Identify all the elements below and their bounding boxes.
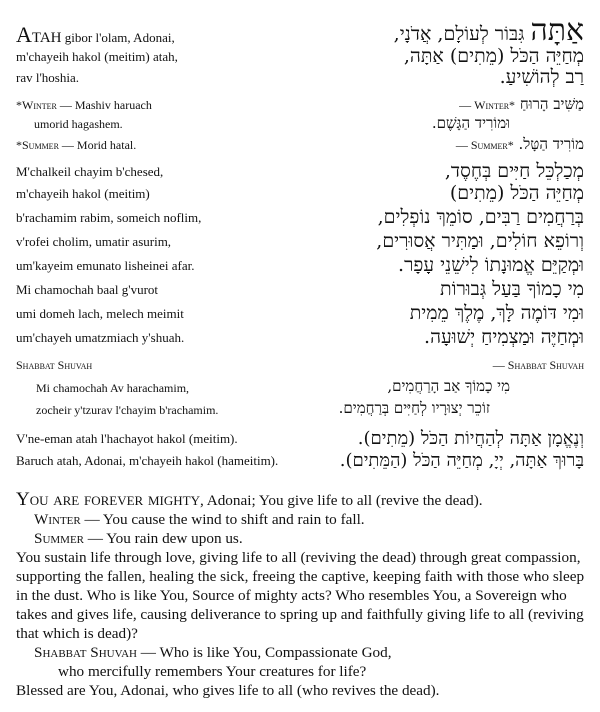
translation-winter	[16, 510, 588, 529]
shuvah-hebrew-label: — Shabbat Shuvah	[492, 358, 584, 372]
opening-rest: gibor l'olam, Adonai,	[61, 30, 175, 45]
winter-text: Mashiv haruach	[71, 98, 152, 112]
gevurot-hebrew: וּמְקַיֵּם אֱמוּנָתוֹ לִישֵׁנֵי עָפָר.	[398, 254, 584, 276]
line-hebrew: רַב לְהוֹשִׁיעַ.	[499, 66, 584, 88]
summer-text: Morid hatal.	[73, 138, 137, 152]
shuvah-transliteration-2: zocheir y'tzurav l'chayim b'rachamim.	[36, 403, 219, 417]
summer-hebrew	[456, 135, 584, 154]
gevurot-transliteration: b'rachamim rabim, someich noflim,	[16, 210, 202, 225]
winter-transliteration-2: umorid hagashem.	[34, 117, 123, 131]
shuvah-transliteration: Mi chamochah Av harachamim,	[36, 381, 190, 395]
translation-winter-label: Winter —	[34, 511, 100, 528]
summer-hebrew-label: — Summer*	[455, 138, 514, 152]
summer-transliteration	[16, 137, 136, 153]
closing-hebrew: בָּרוּךְ אַתָּה, יְיָ, מְחַיֵּה הַכֹּל (הַמֵּתִים).	[339, 450, 584, 471]
gevurot-transliteration: um'chayeh umatzmiach y'shuah.	[16, 330, 185, 345]
closing-hebrew: וְנֶאֱמָן אַתָּה לְהַחֲיוֹת הַכֹּל (מֵתִים).	[357, 428, 584, 449]
translation-shuvah	[16, 643, 588, 662]
gevurot-hebrew: וְרוֹפֵא חוֹלִים, וּמַתִּיר אֲסוּרִים,	[376, 230, 584, 252]
line-transliteration: m'chayeih hakol (meitim) atah,	[16, 49, 178, 64]
translation-first-rest: , Adonai; You give life to all (revive the dead).	[199, 492, 483, 509]
gevurot-transliteration: v'rofei cholim, umatir asurim,	[16, 234, 172, 249]
summer-label: *Summer —	[16, 138, 74, 152]
closing-transliteration: Baruch atah, Adonai, m'chayeih hakol (hameitim).	[16, 453, 279, 468]
gevurot-transliteration: m'chayeih hakol (meitim)	[16, 186, 150, 201]
gevurot-transliteration: umi domeh lach, melech meimit	[16, 306, 184, 321]
opening-transliteration	[16, 22, 175, 47]
summer-hebrew-text: מוֹרִיד הַטָּל.	[518, 135, 584, 153]
translation-block	[16, 490, 588, 700]
translation-summer-text: You rain dew upon us.	[103, 530, 243, 547]
translation-shuvah-label: Shabbat Shuvah —	[34, 644, 156, 661]
gevurot-hebrew: מִי כָמוֹךָ בַּעַל גְּבוּרוֹת	[440, 278, 584, 300]
winter-hebrew-2: וּמוֹרִיד הַגָּשֶׁם.	[431, 114, 510, 132]
translation-winter-text: You cause the wind to shift and rain to fall.	[99, 511, 365, 528]
winter-hebrew-text: מַשִּׁיב הָרוּחַ	[519, 95, 584, 113]
winter-hebrew	[459, 95, 584, 114]
translation-shuvah-text: Who is like You, Compassionate God,	[155, 644, 392, 661]
shuvah-label: Shabbat Shuvah	[16, 358, 93, 372]
translation-closing: Blessed are You, Adonai, who gives life to all (who revives the dead).	[16, 682, 440, 699]
line-transliteration: rav l'hoshia.	[16, 70, 79, 85]
winter-transliteration	[16, 97, 152, 113]
shuvah-hebrew: מִי כָמוֹךָ אַב הָרַחֲמִים,	[387, 377, 510, 395]
shuvah-hebrew-2: זוֹכֵר יְצוּרָיו לְחַיִּים בְּרַחֲמִים.	[338, 399, 490, 417]
winter-label: *Winter —	[16, 98, 72, 112]
opening-hebrew-first: אַתָּה	[530, 13, 584, 48]
gevurot-transliteration: M'chalkeil chayim b'chesed,	[16, 164, 164, 179]
translation-shuvah-2: who mercifully remembers Your creatures for life?	[58, 663, 367, 680]
opening-hebrew	[393, 13, 584, 48]
gevurot-hebrew: מְכַלְכֵּל חַיִּים בְּחֶסֶד,	[444, 160, 584, 182]
winter-hebrew-label: — Winter*	[459, 98, 516, 112]
gevurot-transliteration: Mi chamochah baal g'vurot	[16, 282, 159, 297]
translation-summer-label: Summer —	[34, 530, 103, 547]
gevurot-hebrew: וּמִי דּוֹמֶה לָּךְ, מֶלֶךְ מֵמִית	[409, 302, 584, 324]
opening-hebrew-rest: גִּבּוֹר לְעוֹלָם, אֲדֹנָי,	[393, 23, 531, 45]
translation-first-line	[16, 490, 588, 510]
gevurot-hebrew: וּמְחַיֶּה וּמַצְמִיחַ יְשׁוּעָה.	[424, 326, 584, 348]
line-hebrew: מְחַיֵּה הַכֹּל (מֵתִים) אַתָּה,	[403, 45, 584, 67]
opening-first-word: Atah	[16, 22, 62, 47]
translation-paragraph: You sustain life through love, giving life to all (reviving the dead) through great compassion, supporting the fallen, healing the sick, freeing the captive, keeping faith with those who sleep in the dust. Who is like You, Source of mighty acts? Who resembles You, a Sovereign who takes and gives life, causing deliverance to spring up and faithfully giving life to all (reviving that which is dead)?	[16, 549, 585, 642]
closing-transliteration: V'ne-eman atah l'hachayot hakol (meitim).	[16, 431, 238, 446]
gevurot-hebrew: מְחַיֵּה הַכֹּל (מֵתִים)	[449, 182, 584, 204]
gevurot-hebrew: בְּרַחֲמִים רַבִּים, סוֹמֵךְ נוֹפְלִים,	[377, 206, 584, 228]
translation-summer	[16, 529, 588, 548]
translation-first-caps: You are forever mighty	[16, 489, 200, 510]
gevurot-transliteration: um'kayeim emunato lisheinei afar.	[16, 258, 195, 273]
